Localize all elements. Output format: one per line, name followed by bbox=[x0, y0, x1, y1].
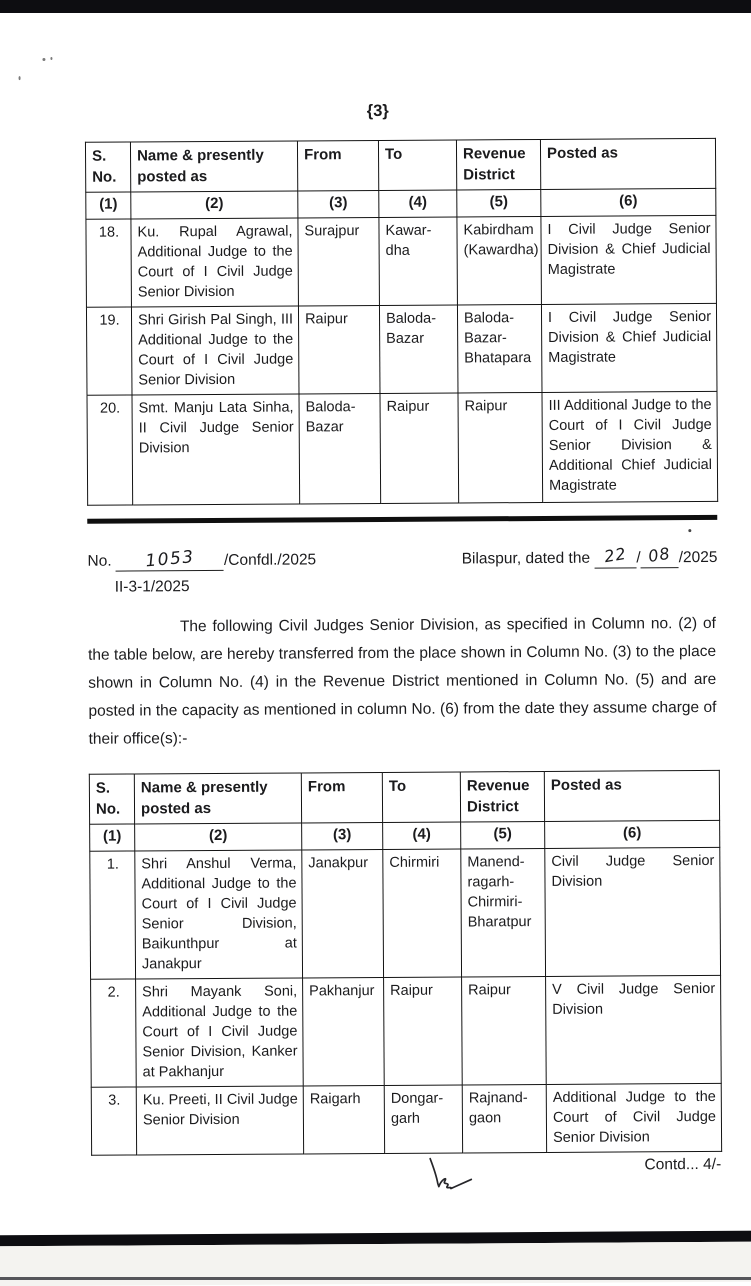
cell-district: Rajnand- gaon bbox=[462, 1085, 546, 1154]
colnum-2: (2) bbox=[131, 191, 298, 219]
table-row bbox=[90, 847, 721, 979]
cell-sno: 1. bbox=[90, 851, 136, 979]
cell-posted-as: Civil Judge Senior Division bbox=[545, 847, 721, 976]
column-header-posted-as: Posted as bbox=[540, 138, 715, 189]
column-header-posted-as: Posted as bbox=[544, 770, 719, 821]
cell-district: Baloda- Bazar- Bhatapara bbox=[457, 305, 542, 394]
colnum-4: (4) bbox=[383, 822, 461, 849]
cell-to: Chirmiri bbox=[383, 849, 462, 977]
cell-from: Pakhanjur bbox=[303, 978, 385, 1086]
cell-from: Raipur bbox=[298, 306, 380, 394]
section-divider-rule bbox=[87, 515, 717, 523]
table1-colnum-row bbox=[86, 189, 716, 220]
scan-speck bbox=[42, 58, 45, 61]
transfer-table-2 bbox=[89, 770, 722, 1156]
cell-to: Raipur bbox=[384, 977, 463, 1085]
date-month-underline bbox=[641, 543, 679, 568]
column-header-name: Name & presently posted as bbox=[130, 141, 297, 192]
place-date-label: Bilaspur, dated the bbox=[461, 549, 591, 568]
reference-block bbox=[87, 543, 718, 597]
column-header-district: Revenue District bbox=[460, 771, 544, 822]
transfer-table-1 bbox=[85, 138, 718, 506]
cell-to: Kawar- dha bbox=[379, 217, 458, 305]
cell-district: Raipur bbox=[462, 977, 547, 1086]
handwritten-date-month: 08 bbox=[646, 543, 672, 566]
cell-from: Baloda- Bazar bbox=[299, 394, 381, 504]
scan-speck bbox=[50, 57, 52, 60]
colnum-1: (1) bbox=[90, 824, 135, 851]
table-row bbox=[87, 391, 718, 505]
date-separator: / bbox=[636, 549, 641, 567]
column-header-name: Name & presently posted as bbox=[134, 773, 301, 824]
cell-name: Smt. Manju Lata Sinha, II Civil Judge Senior Division bbox=[132, 394, 300, 505]
handwritten-ref-number: 1053 bbox=[144, 547, 196, 572]
cell-district: Manend- ragarh- Chirmiri- Bharatpur bbox=[461, 849, 546, 978]
cell-district: Kabirdham (Kawardha) bbox=[457, 217, 542, 306]
scan-speck bbox=[19, 76, 21, 80]
cell-posted-as: I Civil Judge Senior Division & Chief Judicial Magistrate bbox=[541, 303, 717, 392]
column-header-from: From bbox=[301, 772, 382, 823]
cell-posted-as: I Civil Judge Senior Division & Chief Judicial Magistrate bbox=[541, 215, 717, 304]
column-header-district: Revenue District bbox=[456, 139, 540, 190]
file-number: II-3-1/2025 bbox=[114, 578, 190, 596]
handwritten-date-day: 22 bbox=[602, 543, 628, 567]
column-header-from: From bbox=[297, 140, 378, 191]
cell-to: Raipur bbox=[380, 393, 459, 503]
order-paragraph: The following Civil Judges Senior Division, as specified in Column no. (2) of the table below, are hereby transferred from the place shown in Column No. (3) to the place shown in Column No. (4) in the Revenue District mentioned in Column No. (5) and are posted in the capacity as mentioned in column No. (6) from the date they assume charge of their office(s):- bbox=[88, 614, 717, 748]
continued-note: Contd... 4/- bbox=[644, 1155, 722, 1174]
ref-no-suffix: /Confdl./2025 bbox=[223, 551, 317, 569]
ref-no-underline bbox=[116, 547, 224, 572]
colnum-2: (2) bbox=[135, 823, 302, 851]
cell-sno: 20. bbox=[87, 395, 133, 505]
colnum-3: (3) bbox=[302, 823, 383, 850]
cell-from: Raigarh bbox=[303, 1086, 384, 1154]
colnum-3: (3) bbox=[298, 191, 379, 218]
colnum-1: (1) bbox=[86, 192, 131, 219]
cell-sno: 18. bbox=[86, 219, 132, 307]
column-header-sno: S. No. bbox=[85, 142, 130, 193]
cell-name: Ku. Preeti, II Civil Judge Senior Division bbox=[136, 1086, 303, 1155]
cell-posted-as: Additional Judge to the Court of Civil Judge Senior Division bbox=[546, 1083, 721, 1152]
cell-from: Janakpur bbox=[302, 850, 384, 978]
table-row bbox=[91, 975, 722, 1087]
table2-colnum-row bbox=[90, 821, 720, 852]
colnum-6: (6) bbox=[545, 821, 720, 849]
cell-posted-as: V Civil Judge Senior Division bbox=[546, 975, 722, 1084]
cell-sno: 3. bbox=[91, 1087, 136, 1155]
date-year: /2025 bbox=[678, 548, 718, 567]
table-row bbox=[91, 1083, 721, 1155]
cell-to: Dongar- garh bbox=[384, 1085, 462, 1153]
cell-name: Ku. Rupal Agrawal, Additional Judge to the Court of I Civil Judge Senior Division bbox=[131, 218, 299, 307]
colnum-6: (6) bbox=[541, 189, 716, 217]
table-row bbox=[86, 303, 717, 395]
cell-district: Raipur bbox=[458, 393, 543, 504]
table-row bbox=[86, 215, 717, 307]
colnum-5: (5) bbox=[461, 822, 545, 849]
column-header-sno: S. No. bbox=[89, 774, 134, 825]
date-day-underline bbox=[594, 543, 636, 568]
cell-posted-as: III Additional Judge to the Court of I Civil Judge Senior Division & Additional Chief Judicial Magistrate bbox=[542, 391, 718, 502]
colnum-5: (5) bbox=[457, 190, 541, 217]
place-date-line bbox=[461, 543, 718, 570]
scan-speck bbox=[688, 529, 691, 532]
ref-no-label: No. bbox=[87, 552, 112, 570]
page-number: {3} bbox=[366, 101, 389, 121]
cell-sno: 19. bbox=[86, 307, 132, 395]
colnum-4: (4) bbox=[379, 190, 457, 217]
reference-number-line bbox=[87, 543, 718, 575]
cell-from: Surajpur bbox=[298, 218, 380, 306]
column-header-to: To bbox=[382, 772, 460, 823]
cell-name: Shri Girish Pal Singh, III Additional Judge to the Court of I Civil Judge Senior Division bbox=[131, 306, 299, 395]
table1-header-row bbox=[85, 138, 715, 192]
cell-to: Baloda- Bazar bbox=[379, 305, 458, 393]
cell-name: Shri Mayank Soni, Additional Judge to the Court of I Civil Judge Senior Division, Kanker at Pakhanjur bbox=[136, 978, 304, 1087]
cell-name: Shri Anshul Verma, Additional Judge to the Court of I Civil Judge Senior Division, Baikunthpur at Janakpur bbox=[135, 850, 303, 979]
cell-sno: 2. bbox=[91, 979, 137, 1087]
column-header-to: To bbox=[378, 140, 456, 191]
table2-header-row bbox=[89, 770, 719, 824]
